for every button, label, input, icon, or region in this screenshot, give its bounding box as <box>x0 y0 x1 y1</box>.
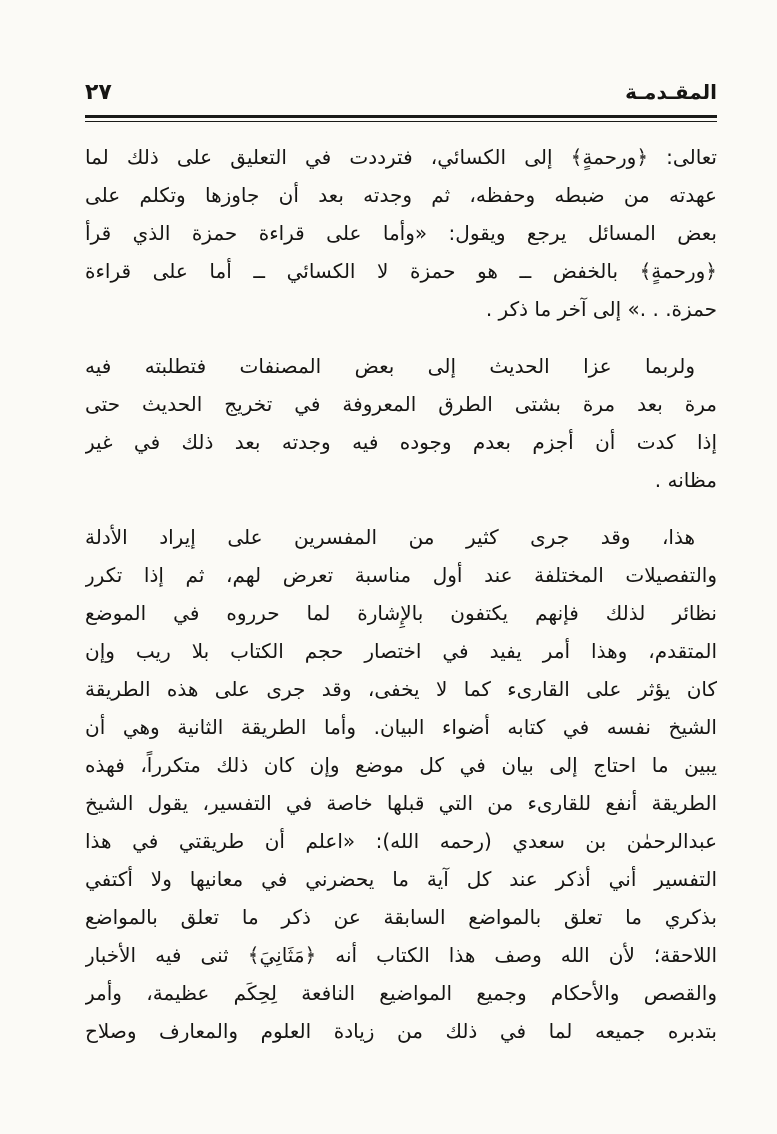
text-line: والتفصيلات المختلفة عند أول مناسبة تعرض لهم، ثم إذا تكرر <box>85 563 717 587</box>
text-line: الطريقة أنفع للقارىء من التي قبلها خاصة في التفسير، يقول الشيخ <box>85 791 717 815</box>
text-line: بعض المسائل يرجع ويقول: «وأما على قراءة حمزة الذي قرأ <box>85 221 717 245</box>
text-line: تعالى: ﴿ورحمةٍ﴾ إلى الكسائي، فترددت في التعليق على ذلك لما <box>85 145 717 169</box>
text-line: إذا كدت أن أجزم بعدم وجوده فيه وجدته بعد ذلك في غير <box>85 430 717 454</box>
page-body <box>85 138 717 1050</box>
text-line: كان يؤثر على القارىء كما لا يخفى، وقد جرى على هذه الطريقة <box>85 677 717 701</box>
text-line: الشيخ نفسه في كتابه أضواء البيان. وأما الطريقة الثانية وهي أن <box>85 715 717 739</box>
header-divider <box>85 115 717 122</box>
text-line: مظانه . <box>654 468 717 492</box>
text-line: يبين ما احتاج إلى بيان في كل موضع وإن كان ذلك متكرراً، فهذه <box>85 753 717 777</box>
page-number: ٢٧ <box>85 80 112 105</box>
text-line: بتدبره جميعه لما في ذلك من زيادة العلوم والمعارف وصلاح <box>85 1019 717 1043</box>
text-line: مرة بعد مرة بشتى الطرق المعروفة في تخريج الحديث حتى <box>85 392 717 416</box>
text-line: هذا، وقد جرى كثير من المفسرين على إيراد الأدلة <box>85 525 695 549</box>
text-line: عبدالرحمٰن بن سعدي (رحمه الله): «اعلم أن طريقتي في هذا <box>85 829 717 853</box>
text-line: التفسير أني أذكر عند كل آية ما يحضرني في معانيها ولا أكتفي <box>85 867 717 891</box>
text-line: والقصص والأحكام وجميع المواضيع النافعة لِحِكَم عظيمة، وأمر <box>85 981 717 1005</box>
paragraph <box>85 138 717 328</box>
paragraph <box>85 347 717 499</box>
paragraph <box>85 518 717 1050</box>
text-line: اللاحقة؛ لأن الله وصف هذا الكتاب أنه ﴿مَثَانِيَ﴾ ثنى فيه الأخبار <box>85 943 717 967</box>
text-line: المتقدم، وهذا أمر يفيد في اختصار حجم الكتاب بلا ريب وإن <box>85 639 717 663</box>
text-line: حمزة. . .» إلى آخر ما ذكر . <box>485 297 717 321</box>
text-line: عهدته من ضبطه وحفظه، ثم وجدته بعد أن جاوزها وتكلم على <box>85 183 717 207</box>
section-title: المقـدمـة <box>625 80 717 104</box>
text-line: نظائر لذلك فإنهم يكتفون بالإِشارة لما حرروه في الموضع <box>85 601 717 625</box>
page-header <box>85 80 717 105</box>
text-line: ولربما عزا الحديث إلى بعض المصنفات فتطلبته فيه <box>85 354 695 378</box>
text-line: ﴿ورحمةٍ﴾ بالخفض ــ هو حمزة لا الكسائي ــ أما على قراءة <box>85 259 717 283</box>
text-line: بذكري ما تعلق بالمواضع السابقة عن ذكر ما تعلق بالمواضع <box>85 905 717 929</box>
